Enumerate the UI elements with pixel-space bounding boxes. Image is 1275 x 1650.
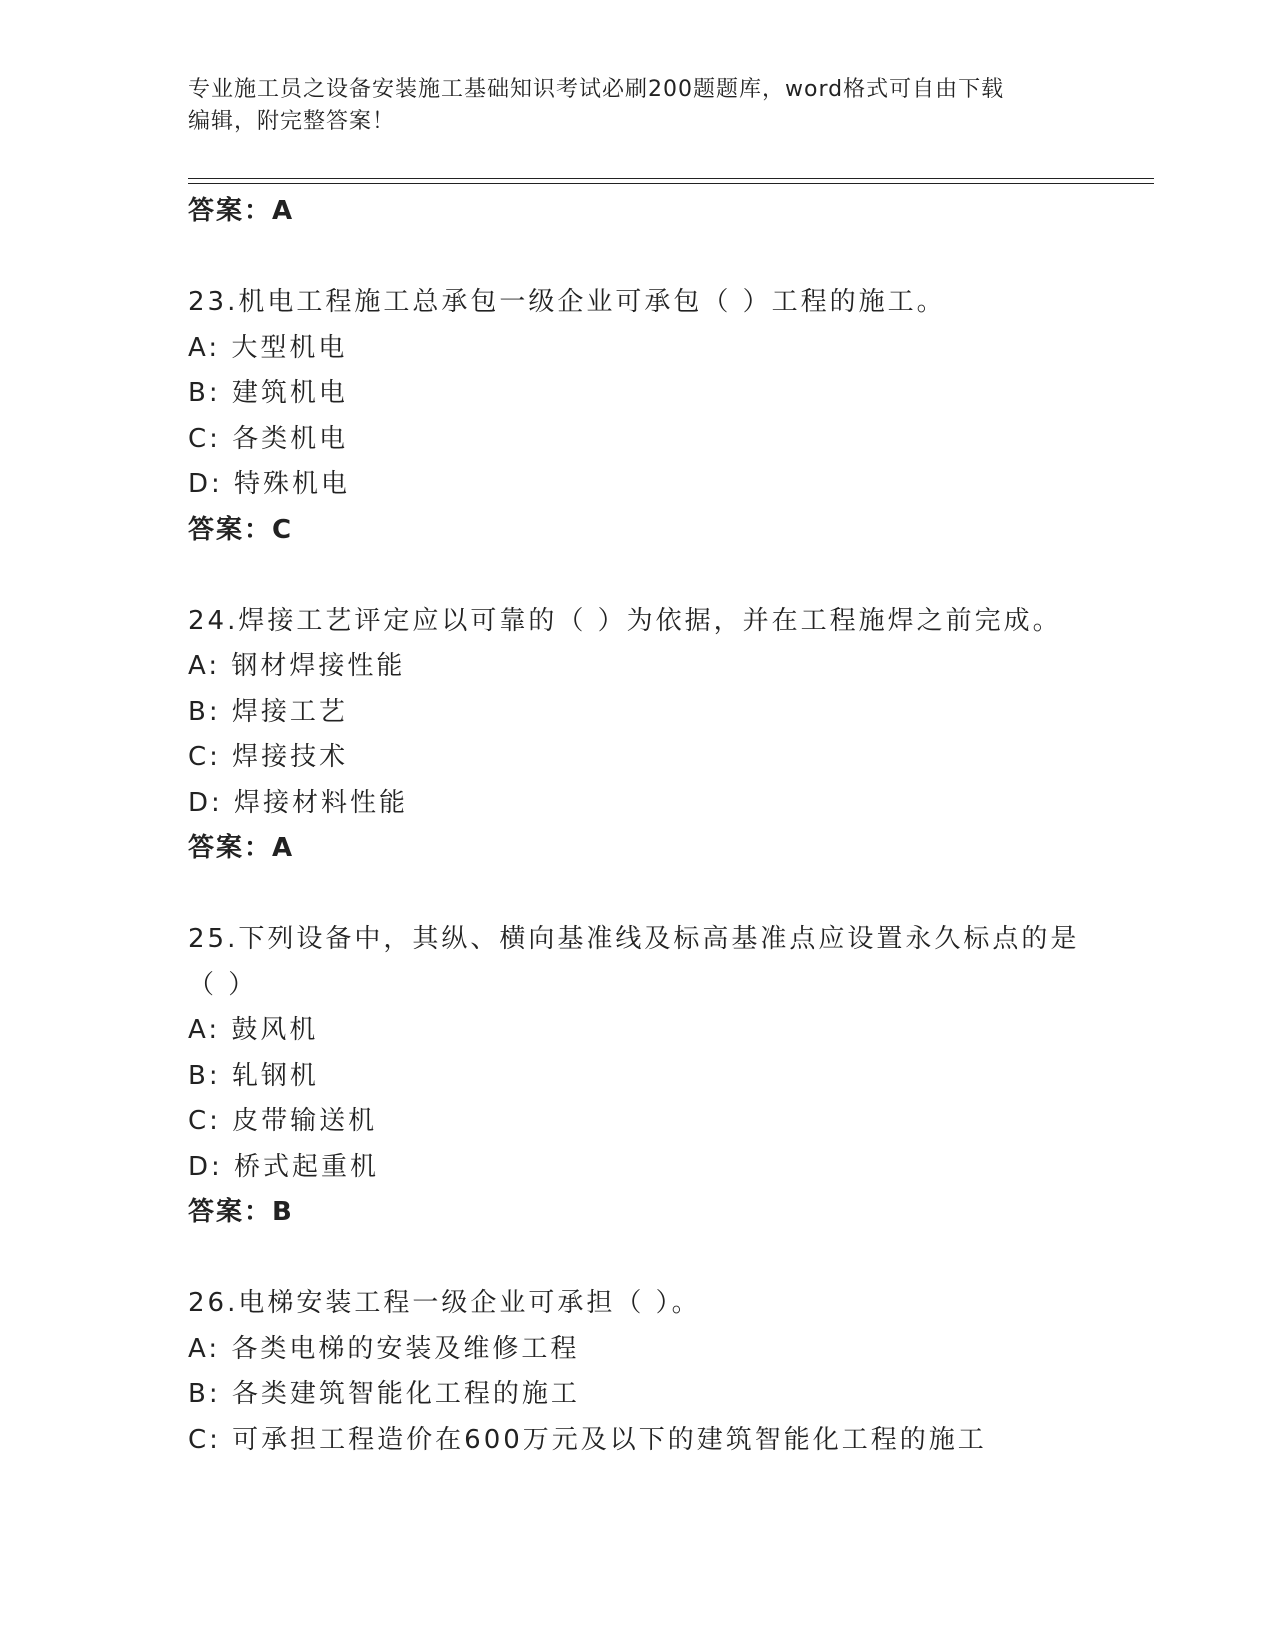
answer: 答案：A — [188, 833, 295, 863]
option-b: B: 建筑机电 — [188, 378, 348, 408]
option-b: B: 焊接工艺 — [188, 696, 348, 727]
question-block-23 — [188, 280, 1148, 553]
header-divider-top — [188, 178, 1154, 179]
spacer — [188, 1236, 1148, 1282]
header-divider-bottom — [188, 183, 1154, 184]
question-list — [188, 189, 1148, 1463]
option-a: A: 各类电梯的安装及维修工程 — [188, 1333, 580, 1364]
question-text-line-1: 25.下列设备中，其纵、横向基准线及标高基准点应设置永久标点的是 — [188, 924, 1080, 954]
option-c: C: 皮带输送机 — [188, 1106, 378, 1136]
question-text: 26.电梯安装工程一级企业可承担（ ）。 — [188, 1288, 701, 1318]
question-block-25 — [188, 917, 1148, 1236]
spacer — [188, 553, 1148, 599]
option-c: C: 可承担工程造价在600万元及以下的建筑智能化工程的施工 — [188, 1424, 987, 1455]
question-block-26 — [188, 1281, 1148, 1463]
question-text-line-2: （ ） — [188, 969, 258, 1000]
option-c: C: 焊接技术 — [188, 742, 349, 772]
option-b: B: 各类建筑智能化工程的施工 — [188, 1379, 580, 1409]
document-header — [188, 74, 1078, 138]
option-a: A: 钢材焊接性能 — [188, 651, 406, 681]
option-b: B: 轧钢机 — [188, 1060, 319, 1091]
answer: 答案：B — [188, 1197, 294, 1227]
question-block-24 — [188, 599, 1148, 872]
spacer — [188, 872, 1148, 918]
option-d: D: 桥式起重机 — [188, 1151, 380, 1182]
spacer — [188, 235, 1148, 281]
option-c: C: 各类机电 — [188, 423, 349, 454]
header-title-line-2: 编辑，附完整答案！ — [188, 109, 396, 134]
question-text: 23.机电工程施工总承包一级企业可承包（ ）工程的施工。 — [188, 287, 946, 317]
previous-answer: 答案：A — [188, 196, 295, 226]
option-a: A: 鼓风机 — [188, 1015, 319, 1045]
option-d: D: 焊接材料性能 — [188, 787, 409, 818]
option-a: A: 大型机电 — [188, 332, 348, 363]
answer: 答案：C — [188, 514, 294, 545]
header-title-line-1: 专业施工员之设备安装施工基础知识考试必刷200题题库，word格式可自由下载 — [188, 77, 1005, 102]
question-text: 24.焊接工艺评定应以可靠的（ ）为依据，并在工程施焊之前完成。 — [188, 605, 1062, 636]
option-d: D: 特殊机电 — [188, 469, 351, 499]
